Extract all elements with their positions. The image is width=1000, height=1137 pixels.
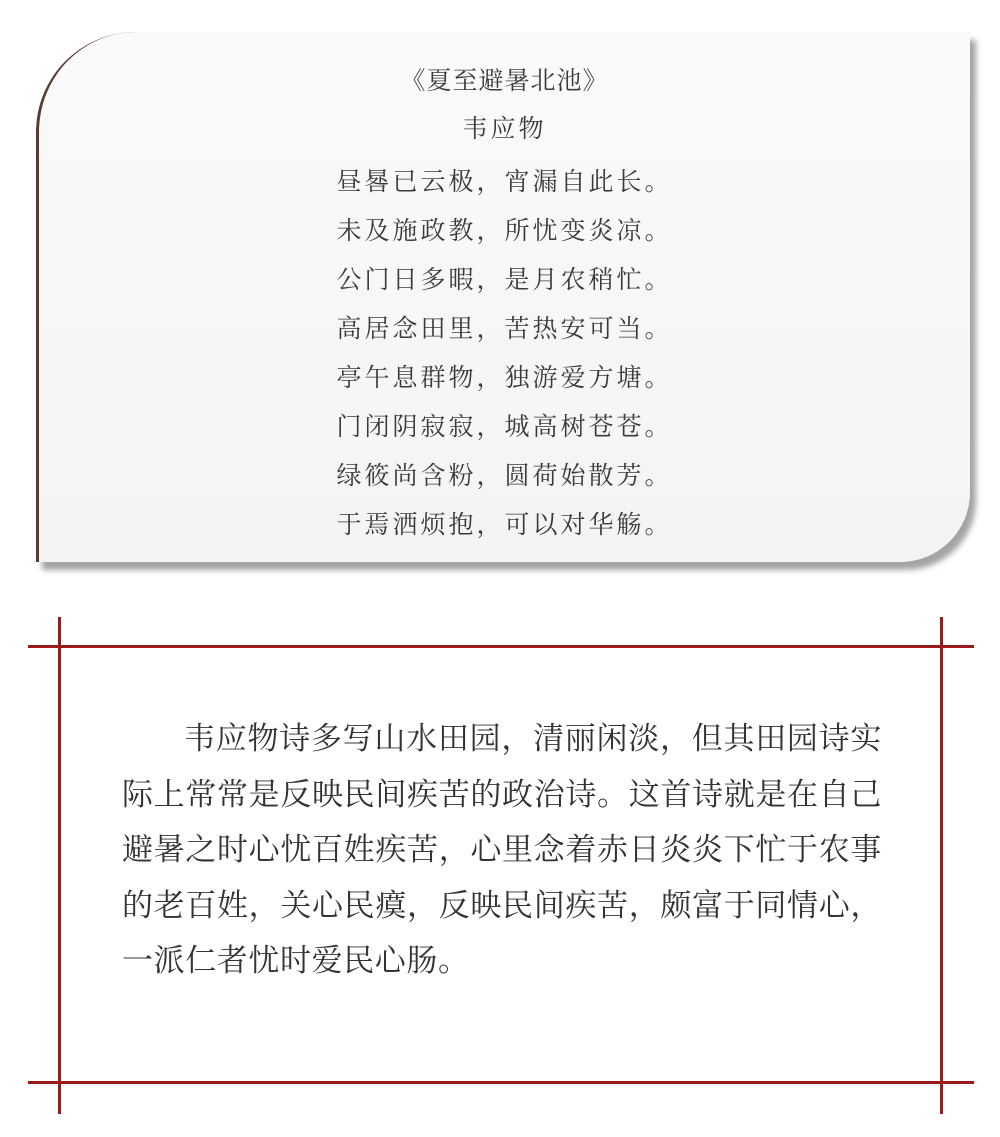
- poem-line: 公门日多暇，是月农稍忙。: [336, 265, 673, 294]
- poem-line: 昼晷已云极，宵漏自此长。: [336, 167, 673, 196]
- frame-bottom-line: [28, 1081, 974, 1084]
- poem-title: 《夏至避暑北池》: [400, 66, 609, 95]
- poem-line: 门闭阴寂寂，城高树苍苍。: [336, 412, 673, 441]
- frame-right-line: [940, 617, 943, 1114]
- poem-line: 于焉洒烦抱，可以对华觞。: [336, 510, 673, 539]
- commentary-paragraph: 韦应物诗多写山水田园，清丽闲淡，但其田园诗实际上常常是反映民间疾苦的政治诗。这首诗就是在自己避暑之时心忧百姓疾苦，心里念着赤日炎炎下忙于农事的老百姓，关心民瘼，反映民间疾苦，颇富于同情心，一派仁者忧时爱民心肠。: [122, 721, 882, 979]
- poem-line: 亭午息群物，独游爱方塘。: [336, 363, 673, 392]
- poem-card: [36, 32, 970, 562]
- poem-line: 未及施政教，所忧变炎凉。: [336, 216, 673, 245]
- frame-left-line: [58, 617, 61, 1114]
- frame-top-line: [28, 645, 974, 648]
- poem-line: 绿筱尚含粉，圆荷始散芳。: [336, 461, 673, 490]
- poem-author: 韦应物: [462, 114, 547, 143]
- poem-line: 高居念田里，苦热安可当。: [336, 314, 673, 343]
- poem-lines: [39, 162, 970, 554]
